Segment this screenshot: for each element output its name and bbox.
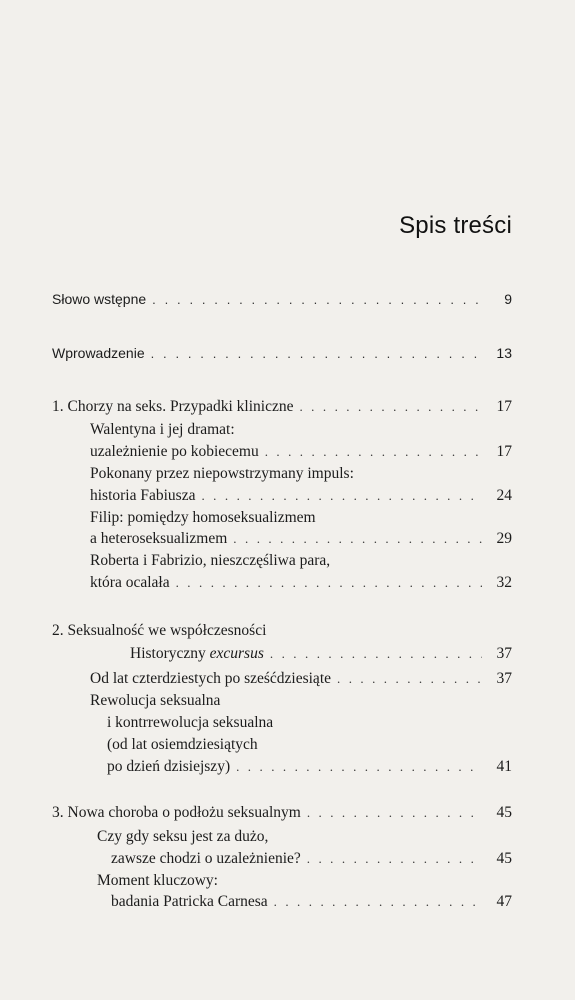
toc-subentry-line: Filip: pomiędzy homoseksualizmem [90, 509, 316, 526]
toc-chapter [52, 396, 512, 418]
leader-dots [270, 643, 482, 665]
toc-entry-page: 13 [496, 345, 512, 361]
toc-entry-page: 47 [496, 893, 512, 910]
toc-entry-page: 45 [496, 804, 512, 821]
toc-entry-title: historia Fabiusza [90, 487, 196, 504]
toc-subentry-line: (od lat osiemdziesiątych [107, 736, 258, 753]
toc-entry-title: badania Patricka Carnesa [111, 893, 268, 910]
toc-subentry [90, 572, 512, 594]
toc-entry [52, 288, 512, 310]
toc-entry-page: 9 [504, 291, 512, 307]
toc-entry-title: zawsze chodzi o uzależnienie? [111, 850, 301, 867]
toc-entry-italic: excursus [209, 645, 264, 662]
toc-subentry [111, 891, 512, 913]
toc-subentry-line: Pokonany przez niepowstrzymany impuls: [90, 465, 354, 482]
toc-entry-title: Słowo wstępne [52, 291, 147, 307]
toc-subentry [90, 668, 512, 690]
toc-subentry-line: Rewolucja seksualna [90, 692, 221, 709]
toc-entry-title [130, 643, 264, 665]
toc-chapter [52, 802, 512, 824]
leader-dots [233, 528, 482, 550]
leader-dots [337, 668, 482, 690]
toc-entry-page: 17 [496, 398, 512, 415]
toc-subentry-line: Walentyna i jej dramat: [90, 421, 235, 438]
leader-dots [201, 485, 482, 507]
toc-subentry-line: i kontrrewolucja seksualna [107, 714, 274, 731]
toc-entry-title: po dzień dzisiejszy) [107, 758, 231, 775]
toc-entry-title: Wprowadzenie [52, 345, 145, 361]
toc-entry-title: 3. Nowa choroba o podłożu seksualnym [52, 804, 301, 821]
toc-entry-title: 1. Chorzy na seks. Przypadki kliniczne [52, 398, 294, 415]
leader-dots [152, 289, 482, 311]
toc-entry-page: 17 [496, 443, 512, 460]
toc-subentry [107, 756, 512, 778]
toc-entry [52, 342, 512, 364]
leader-dots [307, 848, 482, 870]
toc-entry-page: 29 [496, 530, 512, 547]
toc-subentry [90, 528, 512, 550]
toc-entry-page: 32 [496, 574, 512, 591]
leader-dots [265, 441, 482, 463]
toc-subentry [130, 643, 512, 665]
toc-subentry [90, 485, 512, 507]
leader-dots [176, 572, 482, 594]
toc-entry-title: która ocalała [90, 574, 170, 591]
toc-subentry [111, 848, 512, 870]
toc-entry-page: 37 [496, 645, 512, 662]
toc-entry-page: 41 [496, 758, 512, 775]
leader-dots [236, 756, 482, 778]
toc-entry-page: 45 [496, 850, 512, 867]
toc-entry-page: 24 [496, 487, 512, 504]
toc-entry-title: Od lat czterdziestych po sześćdziesiąte [90, 670, 331, 687]
toc-subentry-line: Czy gdy seksu jest za dużo, [97, 828, 269, 845]
toc-entry-title: a heteroseksualizmem [90, 530, 228, 547]
toc-entry-text: Historyczny [130, 645, 206, 662]
toc-entry-page: 37 [496, 670, 512, 687]
toc-chapter-title: 2. Seksualność we współczesności [52, 622, 267, 639]
leader-dots [274, 891, 482, 913]
toc-entry-title: uzależnienie po kobiecemu [90, 443, 259, 460]
leader-dots [151, 343, 482, 365]
leader-dots [307, 802, 482, 824]
leader-dots [299, 396, 482, 418]
toc-subentry-line: Roberta i Fabrizio, nieszczęśliwa para, [90, 552, 331, 569]
page-title: Spis treści [399, 212, 512, 239]
toc-subentry [90, 441, 512, 463]
toc-subentry-line: Moment kluczowy: [97, 872, 218, 889]
